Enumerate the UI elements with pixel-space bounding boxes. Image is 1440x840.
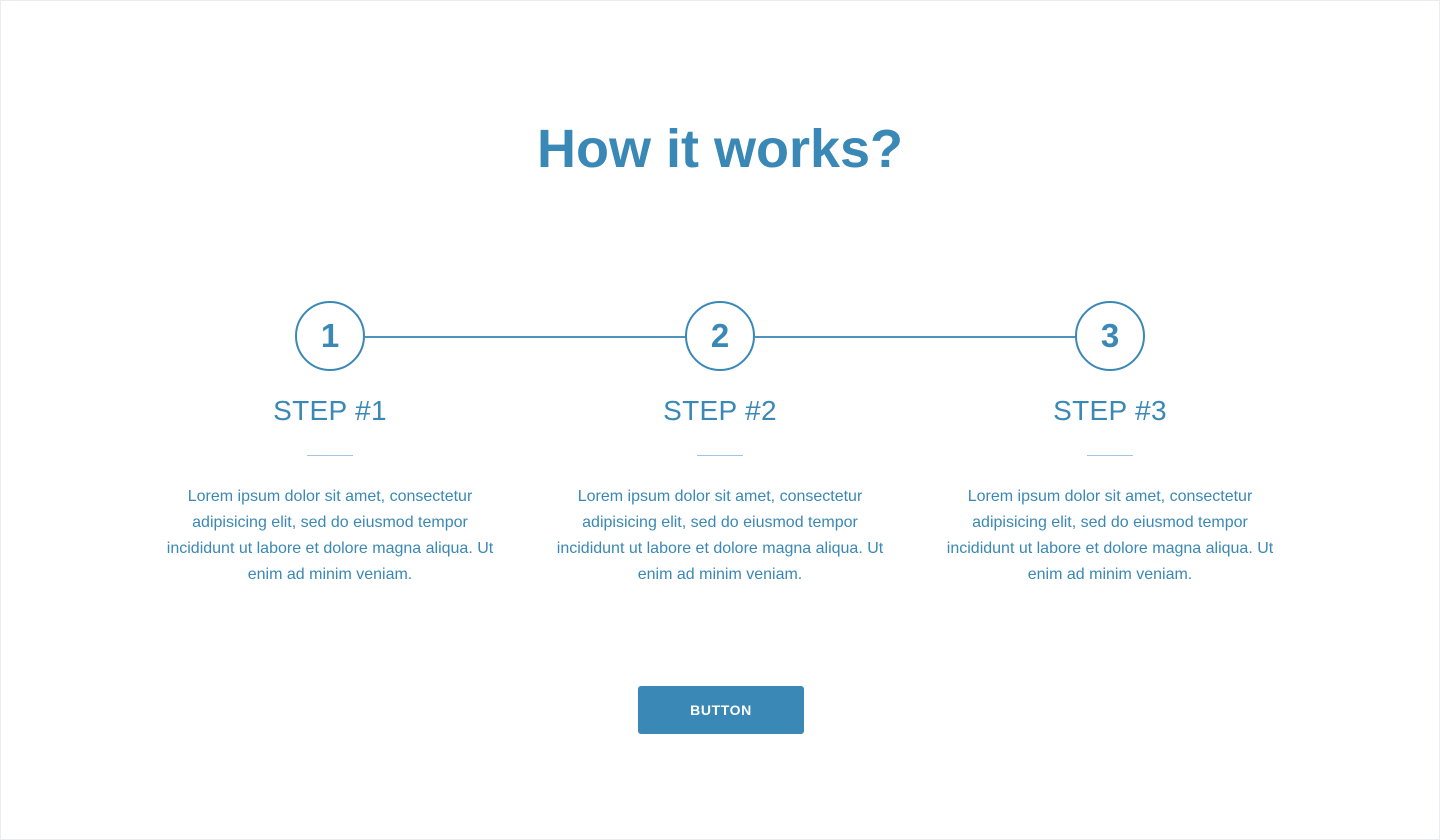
step-divider [697, 455, 743, 456]
step-title: STEP #3 [1053, 395, 1167, 426]
step-number-circle: 1 [295, 301, 365, 371]
step-number-circle: 2 [685, 301, 755, 371]
step-item-2 [525, 301, 915, 588]
step-item-3 [915, 301, 1305, 588]
step-title: STEP #1 [273, 395, 387, 426]
page-title: How it works? [536, 119, 904, 179]
step-divider [1087, 455, 1133, 456]
step-item-1 [135, 301, 525, 588]
primary-cta-button[interactable]: BUTTON [638, 686, 804, 734]
step-divider [307, 455, 353, 456]
step-title: STEP #2 [663, 395, 777, 426]
step-description: Lorem ipsum dolor sit amet, consectetur adipisicing elit, sed do eiusmod tempor incididunt ut labore et dolore magna aliqua. Ut enim ad minim veniam. [946, 488, 1274, 583]
step-number-circle: 3 [1075, 301, 1145, 371]
step-description: Lorem ipsum dolor sit amet, consectetur adipisicing elit, sed do eiusmod tempor incididunt ut labore et dolore magna aliqua. Ut enim ad minim veniam. [556, 488, 884, 583]
step-description: Lorem ipsum dolor sit amet, consectetur adipisicing elit, sed do eiusmod tempor incididunt ut labore et dolore magna aliqua. Ut enim ad minim veniam. [166, 488, 494, 583]
